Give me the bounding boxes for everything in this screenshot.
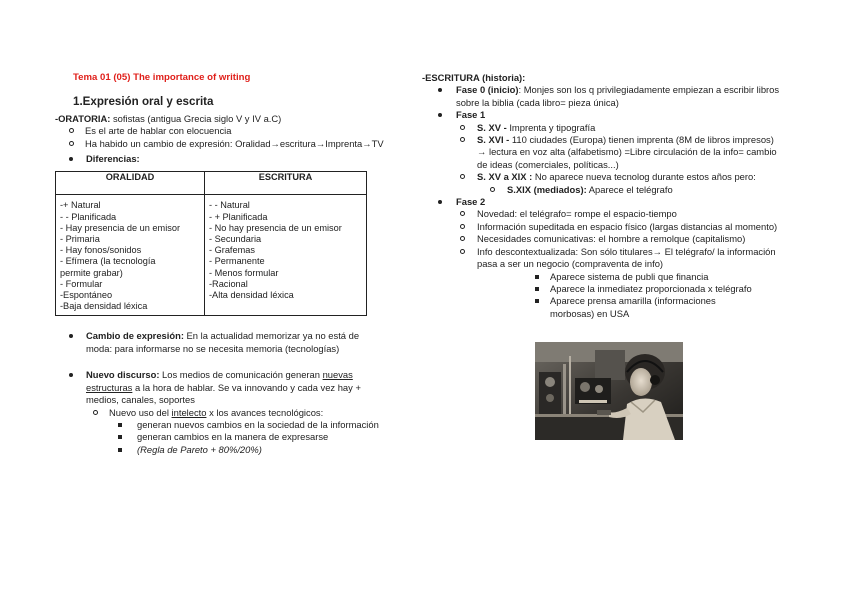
right-column <box>422 72 782 320</box>
fase2-sub-item <box>535 283 785 295</box>
nuevo-sub-sub-item <box>118 431 410 443</box>
table-line: - No hay presencia de un emisor <box>209 222 342 233</box>
table-line: - Primaria <box>60 234 100 245</box>
nuevo-label: Nuevo discurso: <box>86 369 160 381</box>
fase0-label: Fase 0 (inicio) <box>456 84 519 96</box>
table-line: - Hay fonos/sonidos <box>60 245 142 256</box>
fase1-item <box>460 171 782 183</box>
sub-sub-text: generan nuevos cambios en la sociedad de la información <box>137 418 379 430</box>
fase0-text: : Monjes son los q privilegiadamente empiezan a escribir libros sobre la biblia (cada libro= pieza única) <box>456 84 780 108</box>
nuevo-sub-sub-item <box>118 444 410 456</box>
table-header-oralidad: ORALIDAD <box>56 172 205 195</box>
fase1-item-label: S. XV - <box>477 121 510 133</box>
table-line: -Racional <box>209 278 248 289</box>
fase2-item <box>460 221 782 233</box>
fase1-item-text: 110 ciudades (Europa) tienen imprenta (8M de libros impresos) → lectura en voz alta (alfabetismo) =Libre circulación de la info= cambio de ideas (comerciales, políticas...) <box>477 134 777 170</box>
nuevo-sub-sub-item <box>118 419 410 431</box>
fase2-bullet <box>438 196 782 208</box>
fase1-item <box>460 122 782 134</box>
table-line: -Espontáneo <box>60 290 113 301</box>
fase1-item-label: S. XVI - <box>477 134 512 146</box>
fase2-item-text: Info descontextualizada: Son sólo titulares→ El telégrafo/ la información pasa a ser un negocio (compraventa de info) <box>477 245 776 270</box>
nuevo-sub-text-2: x los avances tecnológicos: <box>206 406 324 418</box>
cambio-label: Cambio de expresión: <box>86 330 184 342</box>
diferencias-bullet <box>69 153 410 165</box>
nuevo-text: Los medios de comunicación generan <box>159 369 323 381</box>
oratoria-line <box>55 113 410 125</box>
fase2-item <box>460 246 782 271</box>
table-line: - Grafemas <box>209 245 255 256</box>
table-line: permite grabar) <box>60 267 123 278</box>
table-line: - Menos formular <box>209 267 279 278</box>
oralidad-cell <box>56 195 205 316</box>
fase2-sub-item <box>535 295 750 320</box>
table-line: - Secundaria <box>209 234 262 245</box>
telegraph-photo-image <box>535 342 683 440</box>
diferencias-label: Diferencias: <box>86 153 140 165</box>
fase2-sub-item <box>535 271 785 283</box>
fase1-item <box>460 134 782 171</box>
fase2-item-text: Información supeditada en espacio físico (largas distancias al momento) <box>477 220 778 232</box>
table-line: -Alta densidad léxica <box>209 290 294 301</box>
fase1-label: Fase 1 <box>456 109 486 121</box>
fase1-sub-label: S.XIX (mediados): <box>507 183 587 195</box>
oratoria-item <box>69 138 410 150</box>
table-line: - Formular <box>60 278 103 289</box>
table-line: - Efímera (la tecnología <box>60 256 156 267</box>
fase2-sub-text: Aparece la inmediatez proporcionada x telégrafo <box>550 282 752 294</box>
table-line: - Permanente <box>209 256 265 267</box>
table-header-escritura: ESCRITURA <box>205 172 367 195</box>
nuevo-underlined: nuevas estructuras <box>86 369 353 393</box>
fase1-item-label: S. XV a XIX : <box>477 171 535 183</box>
page-title: Tema 01 (05) The importance of writing <box>73 72 251 83</box>
table-line: - - Natural <box>209 200 250 211</box>
fase2-item-text: Necesidades comunicativas: el hombre a remolque (capitalismo) <box>477 233 746 245</box>
fase2-sub-text: Aparece prensa amarilla (informaciones morbosas) en USA <box>550 295 716 319</box>
fase1-item-text: No aparece nueva tecnolog durante estos años pero: <box>534 171 756 183</box>
table-line: - Hay presencia de un emisor <box>60 222 181 233</box>
nuevo-text-2: a la hora de hablar. Se va innovando y cada vez hay + medios, canales, soportes <box>86 381 361 406</box>
nuevo-sub-text: Nuevo uso del <box>109 406 172 418</box>
oratoria-text: sofistas (antigua Grecia siglo V y IV a.C) <box>110 112 282 124</box>
oratoria-item-text: Es el arte de hablar con elocuencia <box>85 125 232 137</box>
left-column <box>55 72 410 456</box>
escritura-heading: -ESCRITURA (historia): <box>422 72 526 83</box>
fase2-item <box>460 208 782 220</box>
oratoria-item-text: Ha habido un cambio de expresión: Oralidad→escritura→Imprenta→TV <box>85 137 384 149</box>
table-line: -+ Natural <box>60 200 101 211</box>
nuevo-sub-item <box>93 407 410 419</box>
intelecto-underlined: intelecto <box>171 406 207 418</box>
fase2-item-text: Novedad: el telégrafo= rompe el espacio-tiempo <box>477 208 677 220</box>
table-line: - + Planificada <box>209 211 268 222</box>
table-line: -Baja densidad léxica <box>60 301 148 312</box>
sub-sub-text: (Regla de Pareto + 80%/20%) <box>137 443 262 455</box>
fase1-sub-text: Aparece el telégrafo <box>586 183 673 195</box>
sub-sub-text: generan cambios en la manera de expresarse <box>137 431 329 443</box>
nuevo-bullet <box>69 369 386 406</box>
fase1-item-text: Imprenta y tipografía <box>509 121 596 133</box>
fase1-bullet <box>438 109 782 121</box>
fase2-label: Fase 2 <box>456 196 486 208</box>
section-heading: 1.Expresión oral y escrita <box>73 95 214 109</box>
fase2-item <box>460 233 782 245</box>
table-line: - - Planificada <box>60 211 117 222</box>
oratoria-item <box>69 125 410 137</box>
cambio-bullet <box>69 330 386 355</box>
comparison-table <box>55 171 367 316</box>
fase1-sub-item <box>490 184 782 196</box>
telegraph-operator-photo <box>535 342 683 440</box>
fase2-sub-text: Aparece sistema de publi que financia <box>550 270 709 282</box>
cambio-text: En la actualidad memorizar ya no está de moda: para informarse no se necesita memoria (tecnologías) <box>86 330 360 354</box>
oratoria-label: -ORATORIA: <box>55 112 111 124</box>
fase0-bullet <box>438 84 782 109</box>
escritura-cell <box>205 195 367 316</box>
